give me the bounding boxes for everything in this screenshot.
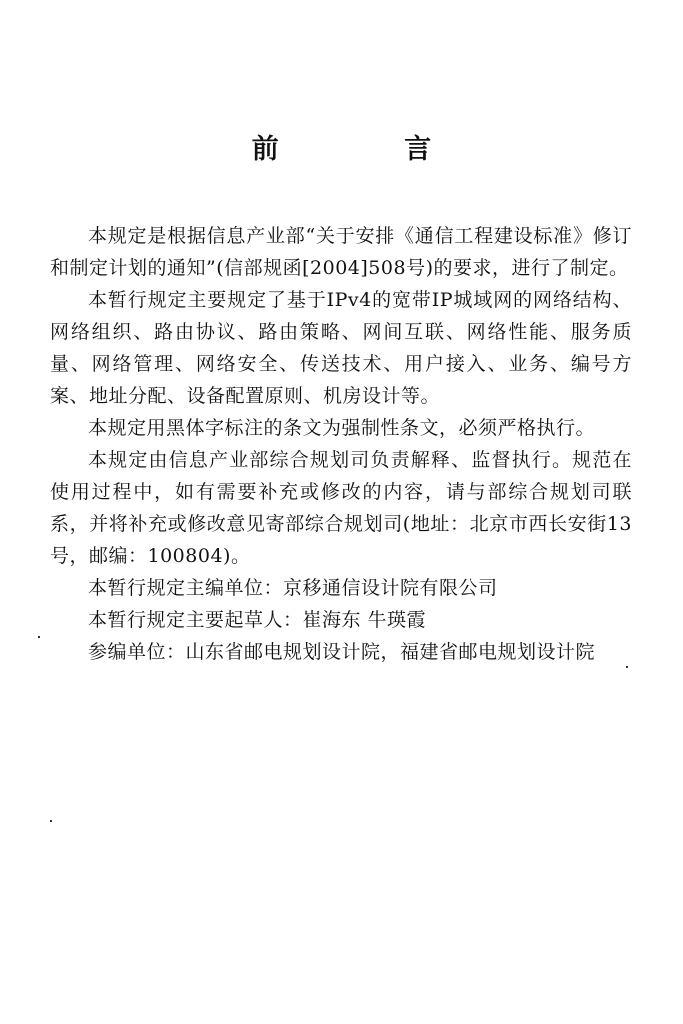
- scan-speck: [50, 820, 52, 822]
- paragraph-scope: 本暂行规定主要规定了基于IPv4的宽带IP城域网的网络结构、网络组织、路由协议、路由策略、网间互联、网络性能、服务质量、网络管理、网络安全、传送技术、用户接入、业务、编号方案、地址分配、设备配置原则、机房设计等。: [50, 289, 632, 407]
- preface-body: [50, 220, 632, 668]
- drafters-line: 本暂行规定主要起草人：崔海东 牛瑛霞: [88, 609, 427, 631]
- page-title: 前 言: [251, 134, 490, 165]
- participants-line: 参编单位：山东省邮电规划设计院，福建省邮电规划设计院: [88, 641, 596, 663]
- scan-speck: [38, 636, 40, 638]
- paragraph-interpretation: 本规定由信息产业部综合规划司负责解释、监督执行。规范在使用过程中，如有需要补充或修改的内容，请与部综合规划司联系，并将补充或修改意见寄部综合规划司(地址：北京市西长安街13号，邮编：100804)。: [50, 449, 632, 567]
- paragraph-mandatory: 本规定用黑体字标注的条文为强制性条文，必须严格执行。: [88, 417, 596, 439]
- paragraph-origin: 本规定是根据信息产业部“关于安排《通信工程建设标准》修订和制定计划的通知”(信部规函[2004]508号)的要求，进行了制定。: [50, 225, 632, 279]
- editor-unit-line: 本暂行规定主编单位：京移通信设计院有限公司: [88, 577, 498, 599]
- scan-speck: [626, 666, 628, 668]
